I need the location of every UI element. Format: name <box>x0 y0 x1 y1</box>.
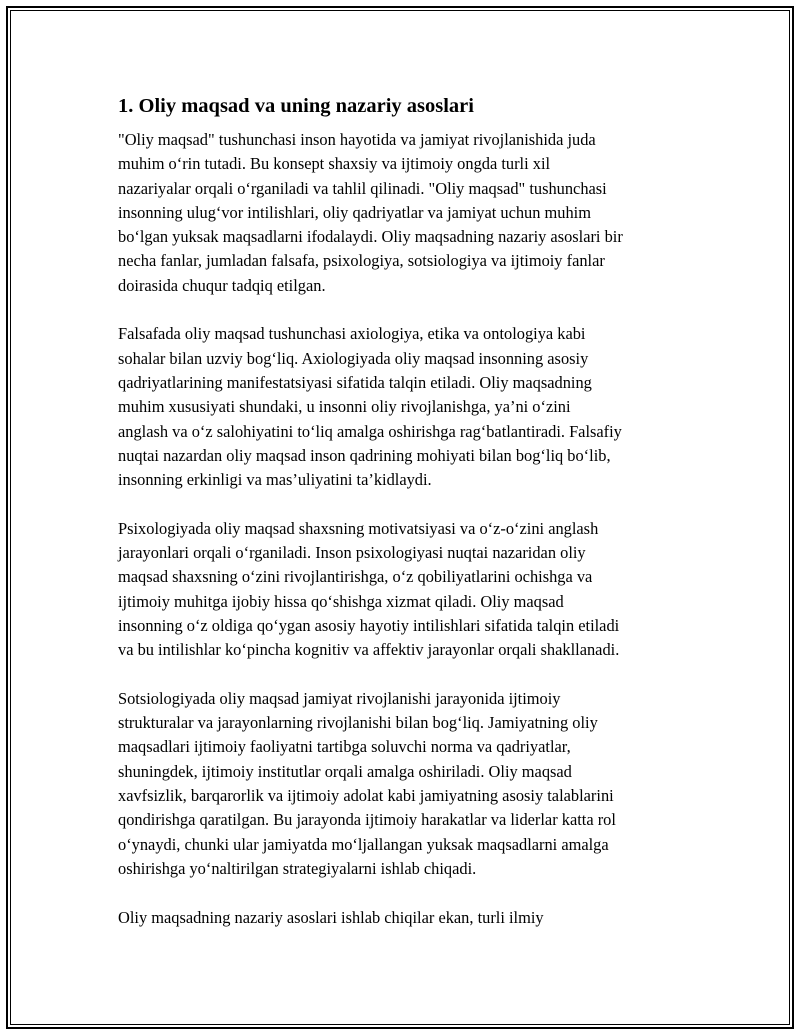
body-paragraph <box>118 322 698 492</box>
paragraph-line: oshirishga yo‘naltirilgan strategiyalarni ishlab chiqadi. <box>118 858 477 878</box>
paragraph-line: Sotsiologiyada oliy maqsad jamiyat rivojlanishi jarayonida ijtimoiy <box>118 688 561 708</box>
paragraph-line: doirasida chuqur tadqiq etilgan. <box>118 275 326 295</box>
paragraph-list <box>118 128 698 930</box>
paragraph-line: qondirishga qaratilgan. Bu jarayonda ijtimoiy harakatlar va liderlar katta rol <box>118 810 616 830</box>
paragraph-line: ijtimoiy muhitga ijobiy hissa qo‘shishga xizmat qiladi. Oliy maqsad <box>118 591 564 611</box>
paragraph-line: Psixologiyada oliy maqsad shaxsning motivatsiyasi va o‘z-o‘zini anglash <box>118 518 599 538</box>
paragraph-line: qadriyatlarining manifestatsiyasi sifatida talqin etiladi. Oliy maqsadning <box>118 372 592 392</box>
paragraph-line: "Oliy maqsad" tushunchasi inson hayotida va jamiyat rivojlanishida juda <box>118 130 596 149</box>
body-paragraph <box>118 687 698 881</box>
paragraph-line: nazariyalar orqali o‘rganiladi va tahlil qilinadi. "Oliy maqsad" tushunchasi <box>118 178 607 198</box>
paragraph-line: insonning ulug‘vor intilishlari, oliy qadriyatlar va jamiyat uchun muhim <box>118 202 591 222</box>
document-body <box>118 92 698 954</box>
paragraph-line: sohalar bilan uzviy bog‘liq. Axiologiyada oliy maqsad insonning asosiy <box>118 348 589 368</box>
paragraph-line: xavfsizlik, barqarorlik va ijtimoiy adolat kabi jamiyatning asosiy talablarini <box>118 786 614 806</box>
paragraph-line: maqsad shaxsning o‘zini rivojlantirishga, o‘z qobiliyatlarini ochishga va <box>118 567 593 587</box>
body-paragraph <box>118 517 698 663</box>
paragraph-line: jarayonlari orqali o‘rganiladi. Inson psixologiyasi nuqtai nazaridan oliy <box>118 543 586 563</box>
paragraph-line: Oliy maqsadning nazariy asoslari ishlab chiqilar ekan, turli ilmiy <box>118 907 544 927</box>
body-paragraph <box>118 906 698 930</box>
paragraph-line: maqsadlari ijtimoiy faoliyatni tartibga soluvchi norma va qadriyatlar, <box>118 737 571 757</box>
paragraph-line: Falsafada oliy maqsad tushunchasi axiologiya, etika va ontologiya kabi <box>118 324 586 344</box>
paragraph-line: bo‘lgan yuksak maqsadlarni ifodalaydi. Oliy maqsadning nazariy asoslari bir <box>118 227 623 247</box>
paragraph-line: o‘ynaydi, chunki ular jamiyatda mo‘ljallangan yuksak maqsadlarni amalga <box>118 834 609 854</box>
body-paragraph <box>118 128 698 298</box>
paragraph-line: va bu intilishlar ko‘pincha kognitiv va affektiv jarayonlar orqali shakllanadi. <box>118 640 620 660</box>
paragraph-line: anglash va o‘z salohiyatini to‘liq amalga oshirishga rag‘batlantiradi. Falsafiy <box>118 421 622 441</box>
paragraph-line: muhim o‘rin tutadi. Bu konsept shaxsiy va ijtimoiy ongda turli xil <box>118 154 551 174</box>
paragraph-line: shuningdek, ijtimoiy institutlar orqali amalga oshiriladi. Oliy maqsad <box>118 761 572 781</box>
paragraph-line: insonning o‘z oldiga qo‘ygan asosiy hayotiy intilishlari sifatida talqin etiladi <box>118 615 620 635</box>
paragraph-line: strukturalar va jarayonlarning rivojlanishi bilan bog‘liq. Jamiyatning oliy <box>118 713 598 733</box>
paragraph-line: nuqtai nazardan oliy maqsad inson qadrining mohiyati bilan bog‘liq bo‘lib, <box>118 445 611 465</box>
paragraph-line: insonning erkinligi va mas’uliyatini ta’kidlaydi. <box>118 470 432 490</box>
section-heading: 1. Oliy maqsad va uning nazariy asoslari <box>118 95 474 117</box>
paragraph-line: necha fanlar, jumladan falsafa, psixologiya, sotsiologiya va ijtimoiy fanlar <box>118 251 605 271</box>
paragraph-line: muhim xususiyati shundaki, u insonni oliy rivojlanishga, ya’ni o‘zini <box>118 397 571 417</box>
